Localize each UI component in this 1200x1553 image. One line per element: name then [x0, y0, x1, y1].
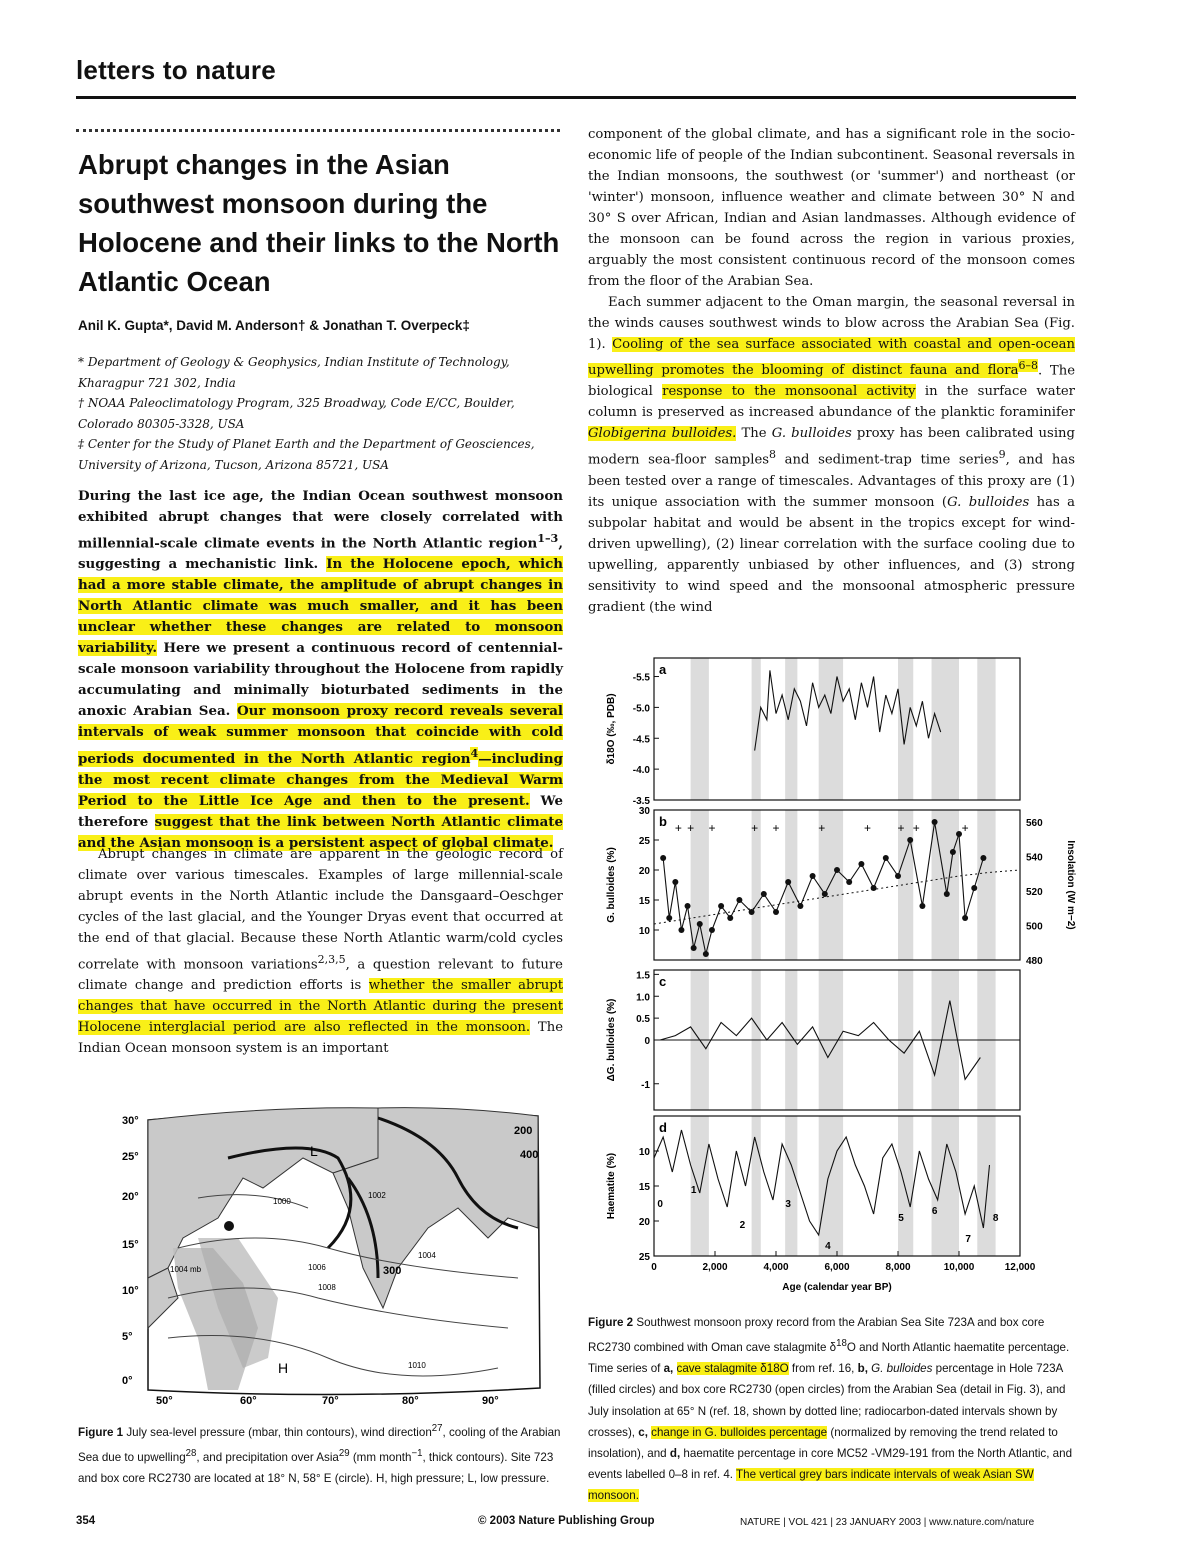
right-italic-1: G. bulloides: [771, 426, 852, 442]
panel-b-date-cross-3: +: [751, 821, 759, 835]
panel-b-date-cross-0: +: [674, 821, 682, 835]
figure-2-caption-2: O and North Atlantic haematite percentage. Time series of: [588, 1341, 1070, 1376]
right-italic-2: G. bulloides: [947, 494, 1030, 510]
panel-d-event-label-2: 2: [739, 1220, 746, 1231]
right-paragraph-1: component of the global climate, and has a significant role in the socio-economic life of people of the Indian subcontinent. Seasonal reversals in the Indian monsoons, the southwest (or 'summer') and northeast (or 'winter') monsoon, influence weather and climate between 30° N and 30° S over African, Indian and Asian landmasses. Although evidence of the monsoon can be found across the region in various proxies, arguably the most consistent continuous record of the monsoon comes from the floor of the Arabian Sea.: [588, 127, 1075, 289]
lat-label-30: 30°: [122, 1115, 139, 1127]
left-paragraph: [78, 844, 563, 1059]
panel-d-ytick-label-1: 15: [638, 1182, 650, 1193]
panel-b-point-19: [834, 867, 840, 873]
copyright: © 2003 Nature Publishing Group: [478, 1515, 655, 1527]
panel-a-grey-bar-5: [932, 658, 959, 800]
panel-b-point-21: [858, 861, 864, 867]
figure-2-label-c: c,: [638, 1425, 648, 1439]
panel-b-date-cross-1: +: [687, 821, 695, 835]
section-header: letters to nature: [76, 55, 276, 85]
panel-b-point-31: [962, 915, 968, 921]
panel-b-point-7: [703, 951, 709, 957]
panel-b-point-26: [919, 903, 925, 909]
panel-b-ytick-right-4: 560: [1026, 818, 1043, 829]
panel-b-point-11: [736, 897, 742, 903]
panel-d-event-label-8: 8: [992, 1213, 999, 1224]
panel-b-point-18: [822, 891, 828, 897]
abstract-text-4: We therefore: [78, 792, 563, 830]
panel-d-event-label-0: 0: [657, 1199, 663, 1210]
lon-label-90: 90°: [482, 1395, 499, 1407]
abstract-highlight-3: suggest that the link between North Atlantic climate and the Asian monsoon is a persistent aspect of global climate.: [78, 813, 563, 851]
figure-2-sup: 18: [836, 1338, 847, 1350]
right-ref-2: 8: [769, 448, 777, 462]
lon-label-60: 60°: [240, 1395, 257, 1407]
lat-label-5: 5°: [122, 1331, 133, 1343]
map-letter-low: L: [310, 1143, 318, 1159]
panel-d-letter: d: [659, 1120, 667, 1135]
panel-a-ytick-label-4: -3.5: [632, 796, 650, 807]
panel-d-ylabel: Haematite (%): [606, 1152, 617, 1220]
panel-b-date-cross-7: +: [897, 821, 905, 835]
figure-1-ref-2: 28: [185, 1448, 197, 1460]
right-text-6: and sediment-trap time series: [784, 452, 999, 468]
panel-b-point-5: [691, 945, 697, 951]
contour-label-400: 400: [520, 1149, 539, 1161]
panel-a-grey-bar-3: [819, 658, 843, 800]
panel-d-xtick-label-0: 0: [651, 1262, 657, 1273]
panel-d-grey-bar-6: [977, 1116, 995, 1256]
panel-b-ytick-label-4: 30: [638, 806, 650, 817]
left-text-3: The Indian Ocean monsoon system is an important: [78, 1020, 563, 1057]
contour-label-1008: 1008: [318, 1283, 336, 1292]
panel-b-date-cross-6: +: [863, 821, 872, 835]
contour-label-300: 300: [383, 1265, 402, 1277]
right-text-7: , and has been tested over a range of timescales. Advantages of this proxy are (1) its unique association with the summer monsoon (: [588, 452, 1075, 510]
lat-label-15: 15°: [122, 1239, 139, 1251]
panel-b-point-16: [797, 903, 803, 909]
panel-a-ytick-label-0: -5.5: [632, 672, 650, 684]
figure-2-caption-6: haematite percentage in core MC52 -VM29-191 from the North Atlantic, and events labelled 0–8 in ref. 4.: [588, 1447, 1073, 1482]
panel-b-point-29: [950, 849, 956, 855]
right-text-5: proxy has been calibrated using modern sea-floor samples: [588, 426, 1075, 468]
figure-1-ref-1: 27: [431, 1423, 443, 1434]
figure-2-caption-3: from ref. 16,: [791, 1362, 855, 1376]
journal-info: NATURE | VOL 421 | 23 JANUARY 2003 | www.nature.com/nature: [740, 1517, 1035, 1528]
panel-d-grey-bar-5: [932, 1116, 959, 1256]
panel-b-ytick-label-2: 20: [638, 866, 650, 877]
lat-label-0: 0°: [122, 1375, 133, 1387]
figure-2-label-d: d,: [669, 1447, 681, 1461]
right-paragraph-2: [588, 292, 1075, 618]
left-text-1: Abrupt changes in climate are apparent in the geologic record of climate over various timescales. Examples of large millennial-scale abrupt events in the North Atlantic include the Dansgaard–Oeschger cycles of the last glacial, and the Younger Dryas event that occurred at the end of that glacial. Because these North Atlantic warm/cold cycles correlate with monsoon variations: [78, 847, 563, 973]
panel-b-letter: b: [659, 814, 667, 829]
figure-2-label-b: b,: [857, 1362, 868, 1376]
lon-label-80: 80°: [402, 1395, 419, 1407]
panel-b-point-12: [749, 909, 755, 915]
panel-a-grey-bar-1: [752, 658, 761, 800]
lat-label-10: 10°: [122, 1285, 139, 1297]
map-letter-high: H: [278, 1360, 289, 1376]
panel-b-ytick-label-0: 10: [638, 926, 650, 937]
lat-label-25: 25°: [122, 1151, 139, 1163]
affiliations: [78, 352, 563, 476]
abstract-ref-2: 4: [470, 747, 479, 761]
figure-1-caption-5: , thick contours). Site 723 and box core RC2730 are located at 18° N, 58° E (circle). H, high pressure; L, low pressure.: [78, 1450, 554, 1486]
panel-a-ytick-label-3: -4.0: [632, 765, 650, 777]
lat-label-20: 20°: [122, 1191, 139, 1203]
panel-d-xtick-label-6: 12,000: [1004, 1262, 1036, 1273]
panel-b-point-33: [980, 855, 986, 861]
right-highlight-3: Globigerina bulloides.: [588, 426, 737, 442]
map-frame: [148, 1108, 540, 1395]
figure-2-label: Figure 2: [588, 1316, 634, 1329]
contour-label-1004mb: 1004 mb: [170, 1265, 202, 1274]
panel-b-point-1: [666, 915, 672, 921]
right-body: [588, 124, 1075, 618]
panel-d-ytick-label-3: 25: [638, 1252, 650, 1263]
panel-b-point-25: [907, 837, 913, 843]
panel-b-point-2: [672, 879, 678, 885]
abstract: [78, 486, 563, 854]
panel-c-ytick-label-3: 0: [644, 1036, 650, 1047]
panel-d-xtick-label-5: 10,000: [943, 1262, 975, 1273]
panel-d-xlabel: Age (calendar year BP): [782, 1282, 892, 1293]
abstract-text-3: Here we present a continuous record of centennial-scale monsoon variability throughout the Holocene from rapidly accumulating and minimally bioturbated sediments in the anoxic Arabian Sea.: [78, 640, 563, 720]
panel-b-ylabel: G. bulloides (%): [606, 847, 617, 923]
affiliation-1: * Department of Geology & Geophysics, Indian Institute of Technology, Kharagpur 721 302, India: [78, 355, 510, 390]
abstract-text-2: , suggesting a mechanistic link.: [78, 535, 563, 573]
contour-label-1000: 1000: [273, 1197, 291, 1206]
panel-d-event-label-5: 5: [898, 1213, 904, 1224]
panel-c-letter: c: [659, 974, 667, 989]
panel-b-point-10: [727, 915, 733, 921]
panel-d-ytick-label-0: 10: [638, 1147, 650, 1158]
article-authors: Anil K. Gupta*, David M. Anderson† & Jonathan T. Overpeck‡: [78, 318, 470, 333]
panel-a-ytick-label-2: -4.5: [632, 734, 650, 746]
panel-c-ytick-label-1: 1.0: [636, 992, 650, 1004]
contour-label-1002: 1002: [368, 1191, 386, 1200]
figure-1-map: [78, 1098, 565, 1410]
panel-b-ytick-right-3: 540: [1026, 852, 1043, 864]
header-rule: [76, 96, 1076, 99]
left-text-2: , a question relevant to future climate change and prediction efforts is: [78, 957, 563, 994]
right-text-1: Each summer adjacent to the Oman margin, the seasonal reversal in the winds causes southwest winds to blow across the Arabian Sea (Fig. 1).: [588, 295, 1075, 352]
panel-b-point-27: [932, 819, 938, 825]
panel-d-event-label-7: 7: [965, 1234, 971, 1245]
figure-1-caption: [78, 1418, 563, 1489]
panel-b-point-3: [678, 927, 684, 933]
panel-a-grey-bar-0: [691, 658, 709, 800]
panel-c-ytick-label-0: 1.5: [636, 970, 650, 982]
panel-b-point-17: [810, 873, 816, 879]
panel-a-ytick-label-1: -5.0: [632, 703, 650, 715]
figure-2-italic: G. bulloides: [871, 1362, 933, 1376]
figure-2-highlight-2: change in G. bulloides percentage: [651, 1425, 828, 1439]
article-title: Abrupt changes in the Asian southwest monsoon during the Holocene and their links to the North Atlantic Ocean: [78, 149, 560, 297]
panel-d-grey-bar-3: [819, 1116, 843, 1256]
panel-b-ytick-label-3: 25: [638, 836, 650, 847]
abstract-highlight-2b: —including the most recent climate changes from the Medieval Warm Period to the Little Ice Age and then to the present.: [78, 750, 563, 809]
right-text-2: . The biological: [588, 363, 1075, 400]
panel-b-date-cross-4: +: [772, 821, 780, 835]
right-text-8: has a subpolar habitat and would be absent in the tropics except for wind-driven upwelling), (2) linear correlation with the surface cooling due to upwelling, apparently unbiased by other influences, and (3) strong sensitivity to wind speed and the monsoonal atmospheric pressure gradient (the wind: [588, 494, 1075, 615]
right-highlight-2: response to the monsoonal activity: [662, 384, 916, 400]
panel-b-point-15: [785, 879, 791, 885]
right-highlight-1: Cooling of the sea surface associated with coastal and open-ocean upwelling promotes the blooming of distinct fauna and flora: [588, 337, 1075, 379]
panel-b-point-24: [895, 873, 901, 879]
figure-1-caption-4: (mm month: [349, 1450, 412, 1464]
panel-b-point-13: [761, 891, 767, 897]
panel-d-xtick-label-3: 6,000: [824, 1262, 850, 1273]
contour-label-1004: 1004: [418, 1251, 436, 1260]
figure-2-highlight-3: The vertical grey bars indicate intervals of weak Asian SW monsoon.: [588, 1468, 1034, 1503]
contour-label-1006: 1006: [308, 1263, 326, 1272]
lon-label-50: 50°: [156, 1395, 173, 1407]
figure-2-label-a: a,: [663, 1362, 674, 1376]
abstract-text-1: During the last ice age, the Indian Ocean southwest monsoon exhibited abrupt changes that were closely correlated with millennial-scale climate events in the North Atlantic region: [78, 488, 563, 552]
figure-1-label: Figure 1: [78, 1425, 124, 1439]
panel-b-point-0: [660, 855, 666, 861]
panel-c-ylabel: ΔG. bulloides (%): [606, 998, 617, 1082]
panel-b-point-20: [846, 879, 852, 885]
affiliation-3: ‡ Center for the Study of Planet Earth and the Department of Geosciences, University of Arizona, Tucson, Arizona 85721, USA: [78, 437, 535, 472]
panel-d-event-label-6: 6: [931, 1206, 938, 1217]
panel-b-date-cross-8: +: [912, 821, 920, 835]
panel-b-grey-bar-6: [977, 810, 995, 960]
panel-d-event-label-4: 4: [825, 1241, 831, 1252]
panel-d-xtick-label-2: 4,000: [763, 1262, 789, 1273]
panel-a-ylabel: δ18O (‰, PDB): [606, 693, 617, 765]
panel-b-point-32: [971, 885, 977, 891]
panel-c-ytick-label-4: -1: [641, 1079, 650, 1091]
figure-2-caption: [588, 1312, 1075, 1507]
panel-b-point-6: [697, 921, 703, 927]
figure-2-caption-1: Southwest monsoon proxy record from the Arabian Sea Site 723A and box core RC2730 combined with Oman cave stalagmite δ: [588, 1316, 1045, 1355]
figure-1-caption-3: , and precipitation over Asia: [196, 1450, 339, 1464]
left-body: [78, 844, 563, 1059]
panel-c-ytick-label-2: 0.5: [636, 1014, 650, 1026]
panel-b-date-cross-9: +: [961, 821, 969, 835]
panel-b-ytick-label-1: 15: [638, 896, 650, 907]
panel-b-date-cross-2: +: [708, 821, 716, 835]
abstract-ref-1: 1–3: [537, 532, 559, 545]
panel-b-point-9: [718, 903, 724, 909]
panel-b-ytick-right-0: 480: [1026, 956, 1043, 967]
panel-a-grey-bar-4: [898, 658, 913, 800]
panel-a-grey-bar-2: [785, 658, 797, 800]
contour-label-1010: 1010: [408, 1361, 426, 1370]
figure-1-sup: −1: [411, 1448, 423, 1460]
panel-b-ylabel-right: Insolation (W m−2): [1065, 840, 1076, 930]
panel-d-xtick-label-1: 2,000: [702, 1262, 728, 1273]
panel-d-ytick-label-2: 20: [638, 1217, 650, 1228]
panel-d-grey-bar-1: [752, 1116, 761, 1256]
panel-a-grey-bar-6: [977, 658, 995, 800]
panel-d-event-label-3: 3: [785, 1199, 791, 1210]
panel-d-event-label-1: 1: [690, 1185, 697, 1196]
panel-b-point-28: [944, 891, 950, 897]
figure-1-caption-2: , cooling of the Arabian Sea due to upwelling: [78, 1425, 561, 1464]
figure-2-caption-4: percentage in Hole 723A (filled circles) and box core RC2730 (open circles) from the Arabian Sea (detail in Fig. 3), and July insolation at 65° N (ref. 18, shown by dotted line; radiocarbon-dated intervals shown by crosses),: [588, 1362, 1066, 1439]
left-ref-1: 2,3,5: [317, 953, 346, 966]
panel-b-point-4: [685, 903, 691, 909]
left-highlight: whether the smaller abrupt changes that have occurred in the North Atlantic during the present Holocene interglacial period are also reflected in the monsoon.: [78, 978, 563, 1036]
panel-b-point-8: [709, 927, 715, 933]
figure-2-highlight-1: cave stalagmite δ18O: [676, 1362, 789, 1376]
right-text-4: The: [741, 426, 767, 442]
page-number: 354: [76, 1515, 96, 1527]
panel-d-grey-bar-4: [898, 1116, 913, 1256]
affiliation-2: † NOAA Paleoclimatology Program, 325 Broadway, Code E/CC, Boulder, Colorado 80305-3328, USA: [78, 396, 515, 431]
panel-b-date-cross-5: +: [818, 821, 826, 835]
panel-d-grey-bar-2: [785, 1116, 797, 1256]
panel-b-ytick-right-1: 500: [1026, 921, 1043, 933]
panel-d-xtick-label-4: 8,000: [885, 1262, 911, 1273]
figure-2-caption-5: (normalized by removing the trend related to insolation), and: [588, 1425, 1058, 1461]
figure-2-chart: [598, 650, 1078, 1302]
right-ref-1: 6–8: [1018, 359, 1038, 372]
panel-b-ytick-right-2: 520: [1026, 887, 1043, 898]
abstract-highlight-2a: Our monsoon proxy record reveals several intervals of weak summer monsoon that coincide with cold periods documented in the North Atlantic region: [78, 703, 563, 767]
abstract-highlight-1: In the Holocene epoch, which had a more stable climate, the amplitude of abrupt changes in North Atlantic climate was much smaller, and it has been unclear whether these changes are related to monsoon variability.: [78, 556, 563, 657]
panel-b-point-14: [773, 909, 779, 915]
title-divider: [76, 129, 560, 132]
panel-b-point-23: [883, 855, 889, 861]
contour-label-200: 200: [514, 1125, 533, 1137]
figure-1-ref-3: 29: [338, 1448, 350, 1460]
panel-a-letter: a: [659, 662, 667, 677]
figure-1-caption-1: July sea-level pressure (mbar, thin contours), wind direction: [126, 1425, 432, 1439]
right-text-3: in the surface water column is preserved as increased abundance of the planktic foraminifer: [588, 384, 1075, 421]
lon-label-70: 70°: [322, 1395, 339, 1407]
right-ref-3: 9: [998, 448, 1006, 462]
